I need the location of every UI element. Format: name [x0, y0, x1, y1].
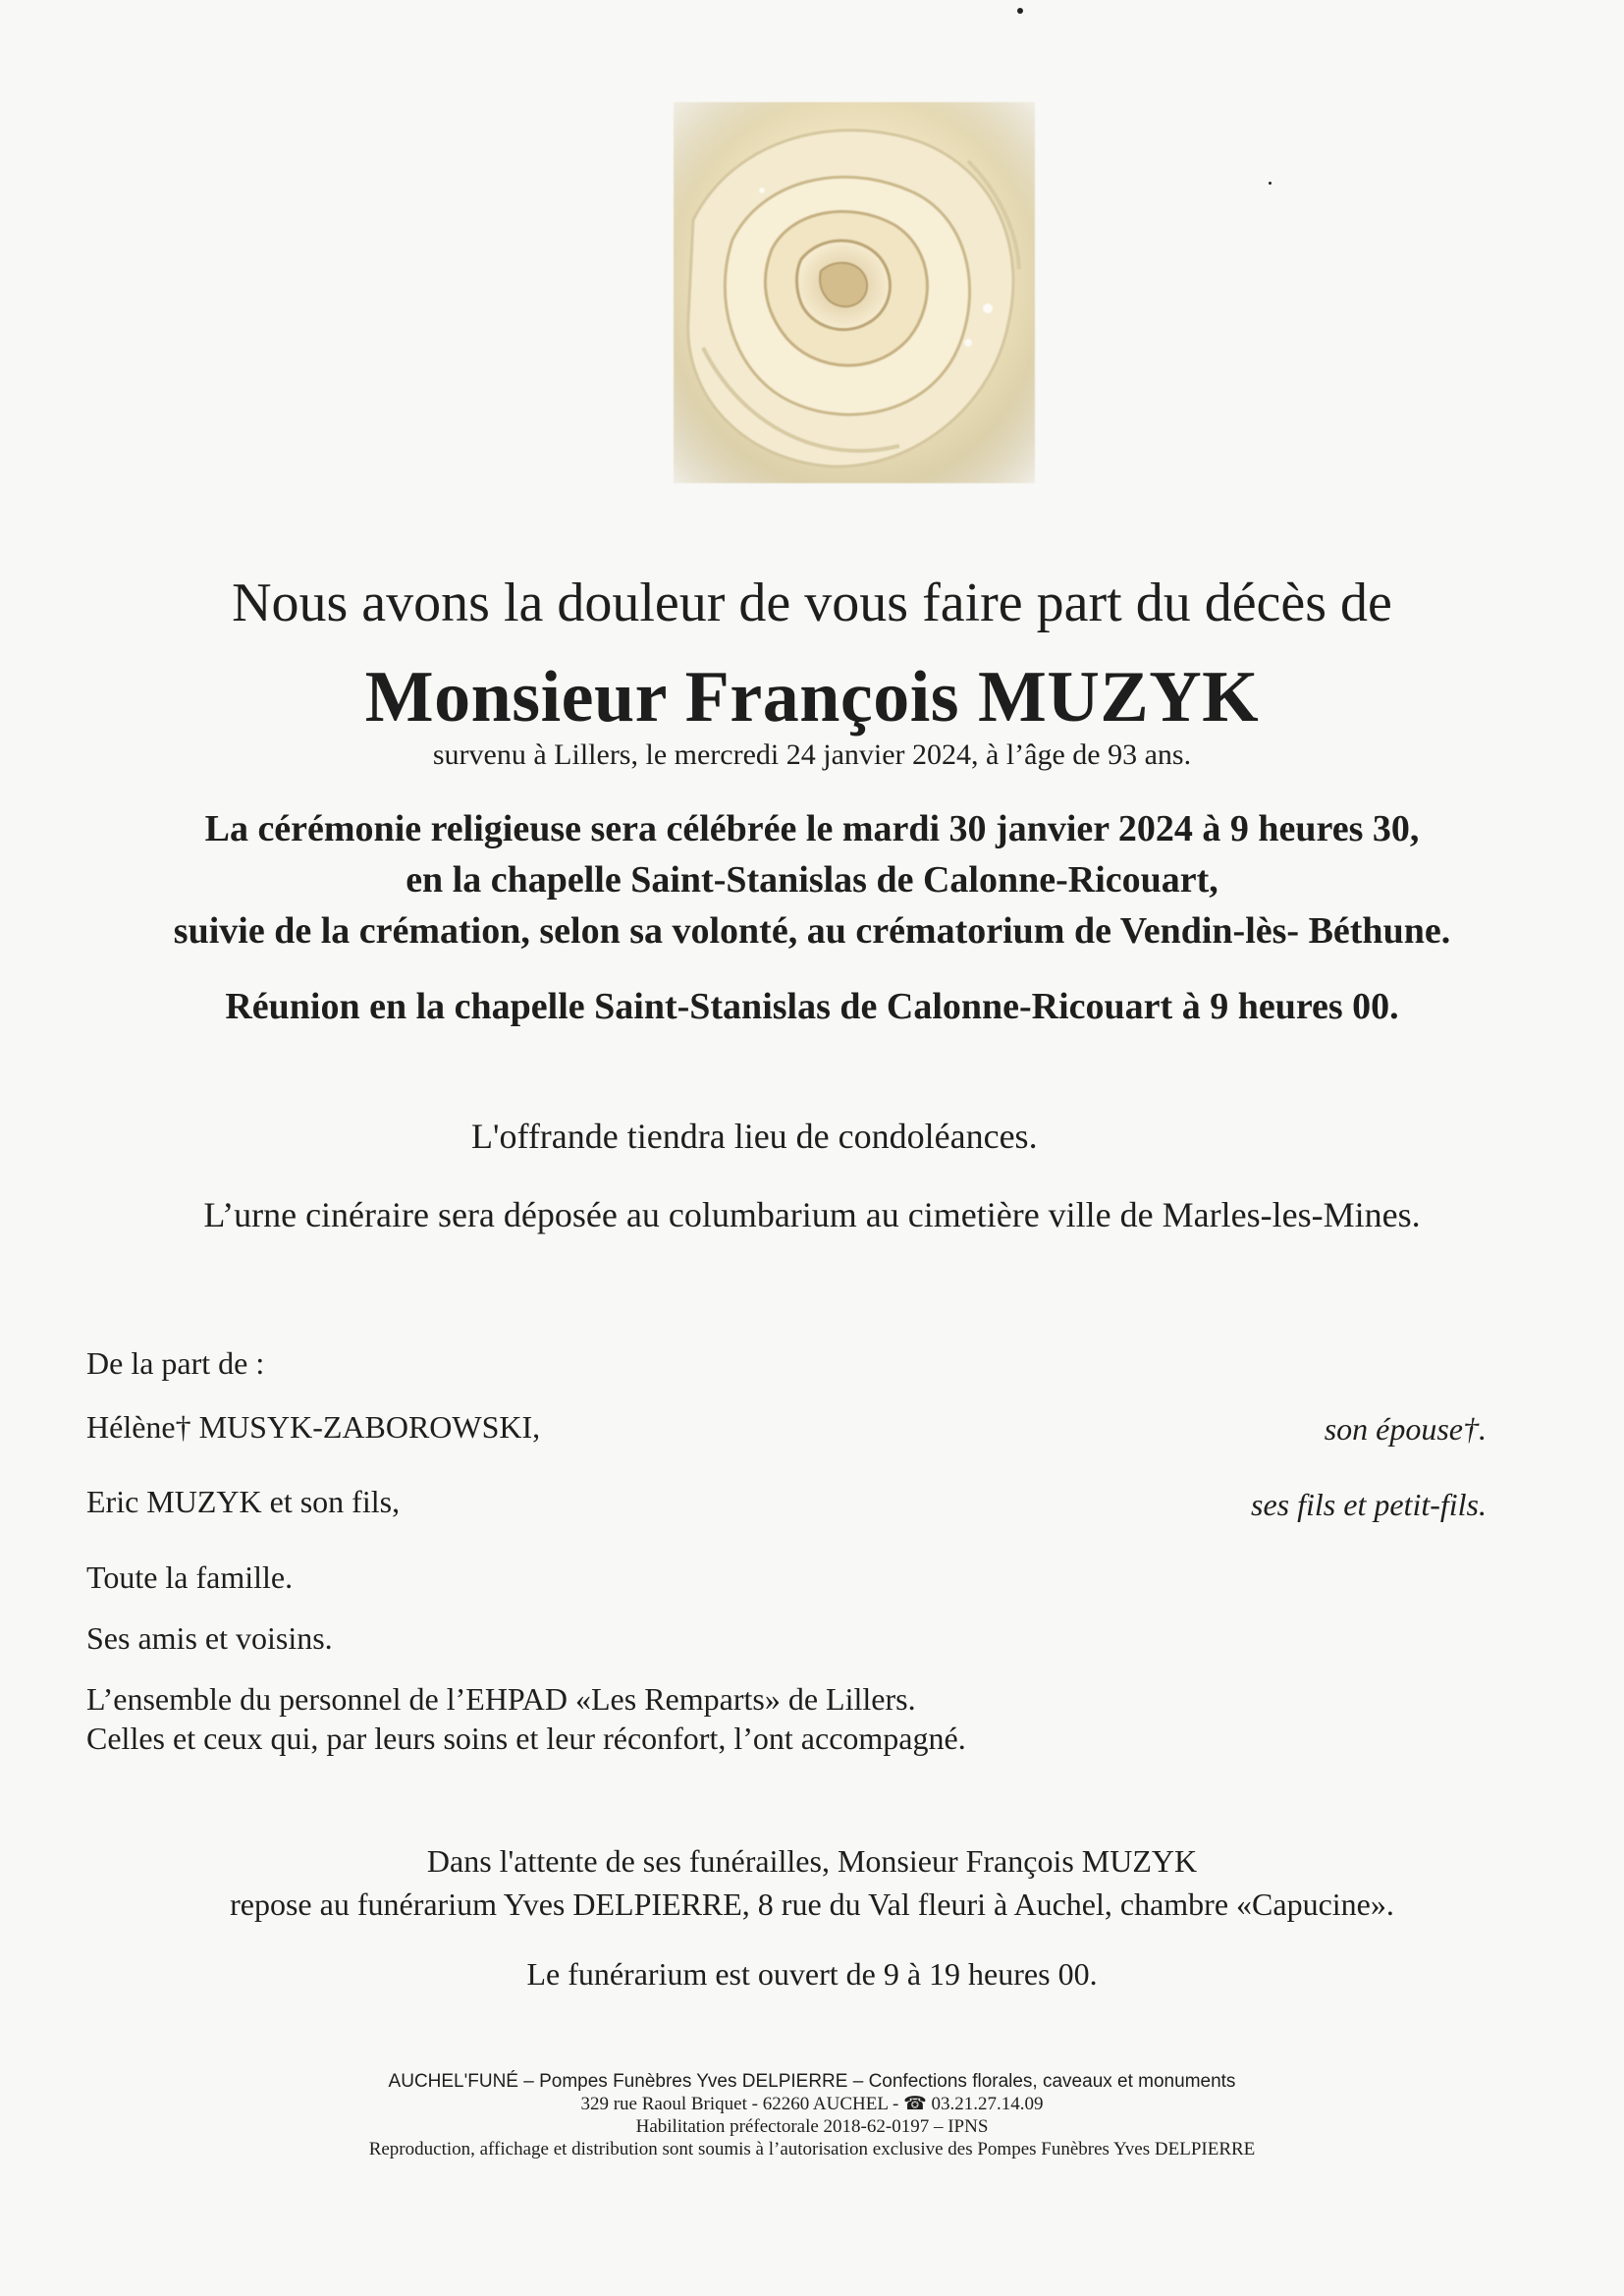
family-son: Eric MUZYK et son fils, [86, 1484, 401, 1519]
ceremony-line: en la chapelle Saint-Stanislas de Calonne-Ricouart, [406, 859, 1218, 901]
speck [1269, 182, 1272, 185]
family-friends: Ses amis et voisins. [86, 1620, 333, 1656]
intro-text: Nous avons la douleur de vous faire part du décès de [232, 573, 1392, 633]
staff-line: L’ensemble du personnel de l’EHPAD «Les Remparts» de Lillers. [86, 1681, 916, 1717]
funerarium-hours: Le funérarium est ouvert de 9 à 19 heures 00. [526, 1956, 1098, 1992]
family-all: Toute la famille. [86, 1559, 294, 1595]
footer-reproduction: Reproduction, affichage et distribution sont soumis à l’autorisation exclusive des Pompes Funèbres Yves DELPIERRE [368, 2139, 1256, 2159]
family-spouse-relation: son épouse†. [1324, 1411, 1487, 1447]
family-heading: De la part de : [86, 1345, 265, 1381]
speck [1017, 8, 1023, 14]
offrande-text: L'offrande tiendra lieu de condoléances. [471, 1117, 1038, 1156]
staff-line: Celles et ceux qui, par leurs soins et leur réconfort, l’ont accompagné. [86, 1721, 966, 1756]
rose-image [674, 102, 1035, 483]
reunion-text: Réunion en la chapelle Saint-Stanislas de Calonne-Ricouart à 9 heures 00. [225, 986, 1399, 1027]
urne-text: L’urne cinéraire sera déposée au columbarium au cimetière ville de Marles-les-Mines. [203, 1195, 1421, 1234]
ceremony-line: suivie de la crémation, selon sa volonté, au crématorium de Vendin-lès- Béthune. [173, 910, 1451, 952]
footer [0, 2070, 1624, 2160]
footer-company: AUCHEL'FUNÉ – Pompes Funèbres Yves DELPIERRE – Confections florales, caveaux et monuments [388, 2071, 1236, 2092]
ceremony-block [0, 803, 1624, 957]
family-staff [86, 1679, 966, 1758]
footer-address: 329 rue Raoul Briquet - 62260 AUCHEL - ☎ 03.21.27.14.09 [580, 2094, 1044, 2114]
deceased-name: Monsieur François MUZYK [364, 657, 1260, 738]
death-details: survenu à Lillers, le mercredi 24 janvier 2024, à l’âge de 93 ans. [432, 738, 1192, 771]
funerarium-block [0, 1839, 1624, 1926]
family-spouse: Hélène† MUSYK-ZABOROWSKI, [86, 1409, 541, 1445]
funerarium-line: Dans l'attente de ses funérailles, Monsieur François MUZYK [426, 1843, 1198, 1879]
footer-habilitation: Habilitation préfectorale 2018-62-0197 – IPNS [635, 2116, 989, 2137]
funerarium-line: repose au funérarium Yves DELPIERRE, 8 rue du Val fleuri à Auchel, chambre «Capucine». [230, 1886, 1394, 1922]
ceremony-line: La cérémonie religieuse sera célébrée le mardi 30 janvier 2024 à 9 heures 30, [204, 808, 1420, 849]
family-son-relation: ses fils et petit-fils. [1251, 1487, 1487, 1522]
